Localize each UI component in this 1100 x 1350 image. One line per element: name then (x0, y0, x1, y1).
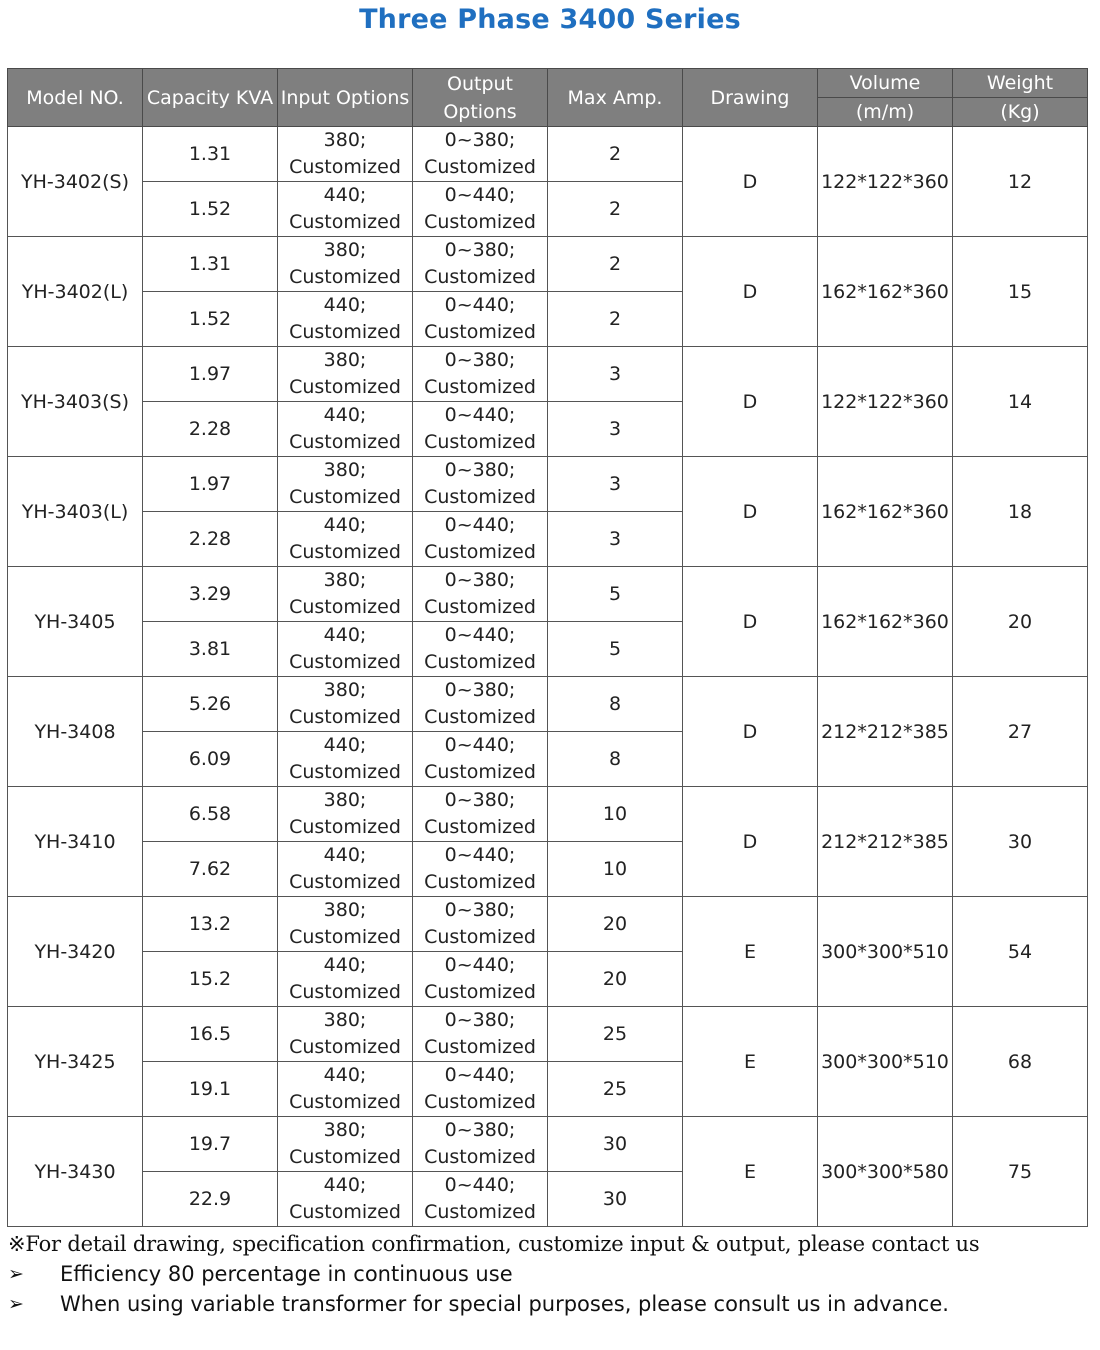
max-amp-cell: 20 (548, 897, 683, 952)
output-cell-customized: Customized (424, 816, 536, 838)
input-cell (278, 182, 413, 237)
input-cell-customized: Customized (289, 541, 401, 563)
max-amp-cell: 5 (548, 622, 683, 677)
output-cell (413, 1172, 548, 1227)
header-model: Model NO. (8, 69, 143, 127)
output-cell (413, 677, 548, 732)
capacity-cell: 7.62 (143, 842, 278, 897)
input-cell-value: 440; (323, 734, 367, 756)
output-cell-value: 0~380; (444, 569, 516, 591)
output-cell (413, 897, 548, 952)
input-cell-customized: Customized (289, 376, 401, 398)
model-cell: YH-3403(L) (8, 457, 143, 567)
output-cell-customized: Customized (424, 761, 536, 783)
table-row (8, 457, 1088, 512)
input-cell-value: 440; (323, 954, 367, 976)
output-cell-customized: Customized (424, 706, 536, 728)
input-cell-customized: Customized (289, 431, 401, 453)
max-amp-cell: 30 (548, 1117, 683, 1172)
weight-cell: 15 (953, 237, 1088, 347)
model-cell: YH-3425 (8, 1007, 143, 1117)
input-cell-customized: Customized (289, 926, 401, 948)
notes-section (8, 1232, 1093, 1316)
max-amp-cell: 3 (548, 347, 683, 402)
output-cell-value: 0~380; (444, 349, 516, 371)
input-cell-customized: Customized (289, 266, 401, 288)
table-row (8, 127, 1088, 182)
drawing-cell: D (683, 457, 818, 567)
output-cell-value: 0~380; (444, 899, 516, 921)
input-cell-customized: Customized (289, 1091, 401, 1113)
output-cell-customized: Customized (424, 1146, 536, 1168)
output-cell (413, 1062, 548, 1117)
input-cell (278, 127, 413, 182)
table-row (8, 897, 1088, 952)
output-cell-value: 0~380; (444, 129, 516, 151)
input-cell (278, 622, 413, 677)
capacity-cell: 22.9 (143, 1172, 278, 1227)
input-cell (278, 237, 413, 292)
header-weight-unit: (Kg) (953, 98, 1088, 127)
output-cell-customized: Customized (424, 376, 536, 398)
output-cell-value: 0~440; (444, 1064, 516, 1086)
input-cell (278, 1117, 413, 1172)
output-cell-customized: Customized (424, 981, 536, 1003)
output-cell (413, 347, 548, 402)
input-cell-customized: Customized (289, 871, 401, 893)
weight-cell: 75 (953, 1117, 1088, 1227)
weight-cell: 68 (953, 1007, 1088, 1117)
model-cell: YH-3405 (8, 567, 143, 677)
output-cell (413, 842, 548, 897)
volume-cell: 300*300*510 (818, 1007, 953, 1117)
header-max-amp: Max Amp. (548, 69, 683, 127)
output-cell-customized: Customized (424, 651, 536, 673)
output-cell-customized: Customized (424, 596, 536, 618)
header-volume: Volume (818, 69, 953, 98)
input-cell-value: 380; (323, 459, 367, 481)
output-cell-value: 0~440; (444, 1174, 516, 1196)
table-header (8, 69, 1088, 127)
arrow-bullet-icon: ➢ (8, 1263, 24, 1285)
volume-cell: 162*162*360 (818, 457, 953, 567)
table-row (8, 237, 1088, 292)
max-amp-cell: 3 (548, 512, 683, 567)
model-cell: YH-3430 (8, 1117, 143, 1227)
drawing-cell: D (683, 787, 818, 897)
input-cell (278, 1062, 413, 1117)
input-cell-customized: Customized (289, 1036, 401, 1058)
max-amp-cell: 10 (548, 842, 683, 897)
input-cell (278, 457, 413, 512)
weight-cell: 20 (953, 567, 1088, 677)
input-cell-value: 380; (323, 679, 367, 701)
input-cell (278, 787, 413, 842)
volume-cell: 212*212*385 (818, 677, 953, 787)
input-cell-value: 440; (323, 624, 367, 646)
input-cell-value: 440; (323, 294, 367, 316)
output-cell (413, 1117, 548, 1172)
bullet-text: Efficiency 80 percentage in continuous use (60, 1262, 513, 1286)
arrow-bullet-icon: ➢ (8, 1293, 24, 1315)
volume-cell: 162*162*360 (818, 567, 953, 677)
max-amp-cell: 2 (548, 182, 683, 237)
input-cell (278, 732, 413, 787)
output-cell-customized: Customized (424, 871, 536, 893)
max-amp-cell: 8 (548, 677, 683, 732)
input-cell-customized: Customized (289, 596, 401, 618)
header-output (413, 69, 548, 127)
capacity-cell: 1.97 (143, 347, 278, 402)
output-cell-value: 0~440; (444, 624, 516, 646)
input-cell-customized: Customized (289, 816, 401, 838)
max-amp-cell: 20 (548, 952, 683, 1007)
table-row (8, 677, 1088, 732)
input-cell (278, 1007, 413, 1062)
capacity-cell: 2.28 (143, 512, 278, 567)
drawing-cell: E (683, 1007, 818, 1117)
input-cell-customized: Customized (289, 981, 401, 1003)
input-cell-value: 440; (323, 184, 367, 206)
input-cell (278, 897, 413, 952)
input-cell-value: 380; (323, 239, 367, 261)
capacity-cell: 1.52 (143, 182, 278, 237)
output-cell-customized: Customized (424, 1036, 536, 1058)
output-cell-customized: Customized (424, 486, 536, 508)
table-body (8, 127, 1088, 1227)
input-cell-value: 380; (323, 129, 367, 151)
output-cell (413, 787, 548, 842)
volume-cell: 212*212*385 (818, 787, 953, 897)
max-amp-cell: 25 (548, 1007, 683, 1062)
capacity-cell: 1.31 (143, 237, 278, 292)
output-cell-value: 0~380; (444, 1009, 516, 1031)
input-cell-customized: Customized (289, 1146, 401, 1168)
output-cell-value: 0~440; (444, 844, 516, 866)
input-cell-customized: Customized (289, 651, 401, 673)
table-row (8, 1117, 1088, 1172)
max-amp-cell: 30 (548, 1172, 683, 1227)
weight-cell: 54 (953, 897, 1088, 1007)
max-amp-cell: 10 (548, 787, 683, 842)
input-cell-customized: Customized (289, 211, 401, 233)
drawing-cell: D (683, 567, 818, 677)
output-cell (413, 1007, 548, 1062)
output-cell-value: 0~440; (444, 404, 516, 426)
weight-cell: 12 (953, 127, 1088, 237)
input-cell-value: 380; (323, 569, 367, 591)
drawing-cell: D (683, 237, 818, 347)
input-cell (278, 677, 413, 732)
capacity-cell: 3.81 (143, 622, 278, 677)
input-cell (278, 292, 413, 347)
input-cell-customized: Customized (289, 1201, 401, 1223)
output-cell (413, 952, 548, 1007)
output-cell-customized: Customized (424, 1091, 536, 1113)
drawing-cell: E (683, 1117, 818, 1227)
capacity-cell: 19.7 (143, 1117, 278, 1172)
output-cell-value: 0~440; (444, 954, 516, 976)
capacity-cell: 19.1 (143, 1062, 278, 1117)
output-cell (413, 567, 548, 622)
input-cell-value: 380; (323, 789, 367, 811)
output-cell (413, 732, 548, 787)
header-output-line1: Output (447, 72, 513, 95)
output-cell-customized: Customized (424, 541, 536, 563)
output-cell (413, 127, 548, 182)
input-cell-value: 440; (323, 404, 367, 426)
header-output-line2: Options (443, 100, 517, 123)
output-cell (413, 457, 548, 512)
drawing-cell: D (683, 677, 818, 787)
drawing-cell: D (683, 347, 818, 457)
output-cell-customized: Customized (424, 321, 536, 343)
volume-cell: 122*122*360 (818, 347, 953, 457)
input-cell-customized: Customized (289, 156, 401, 178)
output-cell-customized: Customized (424, 156, 536, 178)
model-cell: YH-3403(S) (8, 347, 143, 457)
capacity-cell: 15.2 (143, 952, 278, 1007)
output-cell-value: 0~380; (444, 789, 516, 811)
max-amp-cell: 3 (548, 402, 683, 457)
input-cell (278, 952, 413, 1007)
capacity-cell: 6.58 (143, 787, 278, 842)
output-cell-customized: Customized (424, 431, 536, 453)
header-volume-unit: (m/m) (818, 98, 953, 127)
max-amp-cell: 2 (548, 292, 683, 347)
max-amp-cell: 2 (548, 237, 683, 292)
volume-cell: 122*122*360 (818, 127, 953, 237)
capacity-cell: 1.52 (143, 292, 278, 347)
max-amp-cell: 8 (548, 732, 683, 787)
input-cell-customized: Customized (289, 321, 401, 343)
drawing-cell: D (683, 127, 818, 237)
input-cell (278, 842, 413, 897)
input-cell-value: 440; (323, 1064, 367, 1086)
output-cell (413, 512, 548, 567)
input-cell-value: 380; (323, 1119, 367, 1141)
volume-cell: 162*162*360 (818, 237, 953, 347)
output-cell-value: 0~380; (444, 239, 516, 261)
output-cell (413, 622, 548, 677)
drawing-cell: E (683, 897, 818, 1007)
output-cell-value: 0~440; (444, 734, 516, 756)
output-cell (413, 292, 548, 347)
input-cell-customized: Customized (289, 706, 401, 728)
capacity-cell: 16.5 (143, 1007, 278, 1062)
bullet-item (8, 1292, 1093, 1316)
output-cell (413, 402, 548, 457)
output-cell-value: 0~440; (444, 184, 516, 206)
input-cell-value: 440; (323, 514, 367, 536)
input-cell-value: 380; (323, 899, 367, 921)
volume-cell: 300*300*580 (818, 1117, 953, 1227)
weight-cell: 14 (953, 347, 1088, 457)
input-cell-value: 440; (323, 1174, 367, 1196)
header-capacity: Capacity KVA (143, 69, 278, 127)
bullet-text: When using variable transformer for special purposes, please consult us in advance. (60, 1292, 949, 1316)
output-cell-value: 0~380; (444, 1119, 516, 1141)
capacity-cell: 1.97 (143, 457, 278, 512)
max-amp-cell: 3 (548, 457, 683, 512)
input-cell-value: 380; (323, 349, 367, 371)
page-title: Three Phase 3400 Series (359, 4, 741, 35)
header-weight: Weight (953, 69, 1088, 98)
volume-cell: 300*300*510 (818, 897, 953, 1007)
output-cell-customized: Customized (424, 926, 536, 948)
input-cell-value: 440; (323, 844, 367, 866)
input-cell (278, 567, 413, 622)
capacity-cell: 6.09 (143, 732, 278, 787)
capacity-cell: 1.31 (143, 127, 278, 182)
max-amp-cell: 2 (548, 127, 683, 182)
max-amp-cell: 5 (548, 567, 683, 622)
model-cell: YH-3410 (8, 787, 143, 897)
model-cell: YH-3402(L) (8, 237, 143, 347)
output-cell-customized: Customized (424, 211, 536, 233)
output-cell-value: 0~380; (444, 679, 516, 701)
output-cell-value: 0~440; (444, 514, 516, 536)
capacity-cell: 3.29 (143, 567, 278, 622)
model-cell: YH-3402(S) (8, 127, 143, 237)
output-cell-customized: Customized (424, 1201, 536, 1223)
weight-cell: 18 (953, 457, 1088, 567)
capacity-cell: 2.28 (143, 402, 278, 457)
input-cell (278, 1172, 413, 1227)
output-cell (413, 182, 548, 237)
model-cell: YH-3408 (8, 677, 143, 787)
capacity-cell: 5.26 (143, 677, 278, 732)
model-cell: YH-3420 (8, 897, 143, 1007)
input-cell (278, 402, 413, 457)
output-cell-value: 0~380; (444, 459, 516, 481)
table-row (8, 347, 1088, 402)
bullet-item (8, 1262, 1093, 1286)
header-drawing: Drawing (683, 69, 818, 127)
weight-cell: 27 (953, 677, 1088, 787)
input-cell-value: 380; (323, 1009, 367, 1031)
table-row (8, 787, 1088, 842)
input-cell-customized: Customized (289, 486, 401, 508)
header-input: Input Options (278, 69, 413, 127)
spec-table (7, 68, 1088, 1227)
capacity-cell: 13.2 (143, 897, 278, 952)
output-cell-value: 0~440; (444, 294, 516, 316)
table-row (8, 1007, 1088, 1062)
input-cell (278, 512, 413, 567)
weight-cell: 30 (953, 787, 1088, 897)
output-cell (413, 237, 548, 292)
output-cell-customized: Customized (424, 266, 536, 288)
input-cell (278, 347, 413, 402)
contact-note: ※For detail drawing, specification confirmation, customize input & output, please contact us (8, 1232, 980, 1256)
table-row (8, 567, 1088, 622)
max-amp-cell: 25 (548, 1062, 683, 1117)
input-cell-customized: Customized (289, 761, 401, 783)
